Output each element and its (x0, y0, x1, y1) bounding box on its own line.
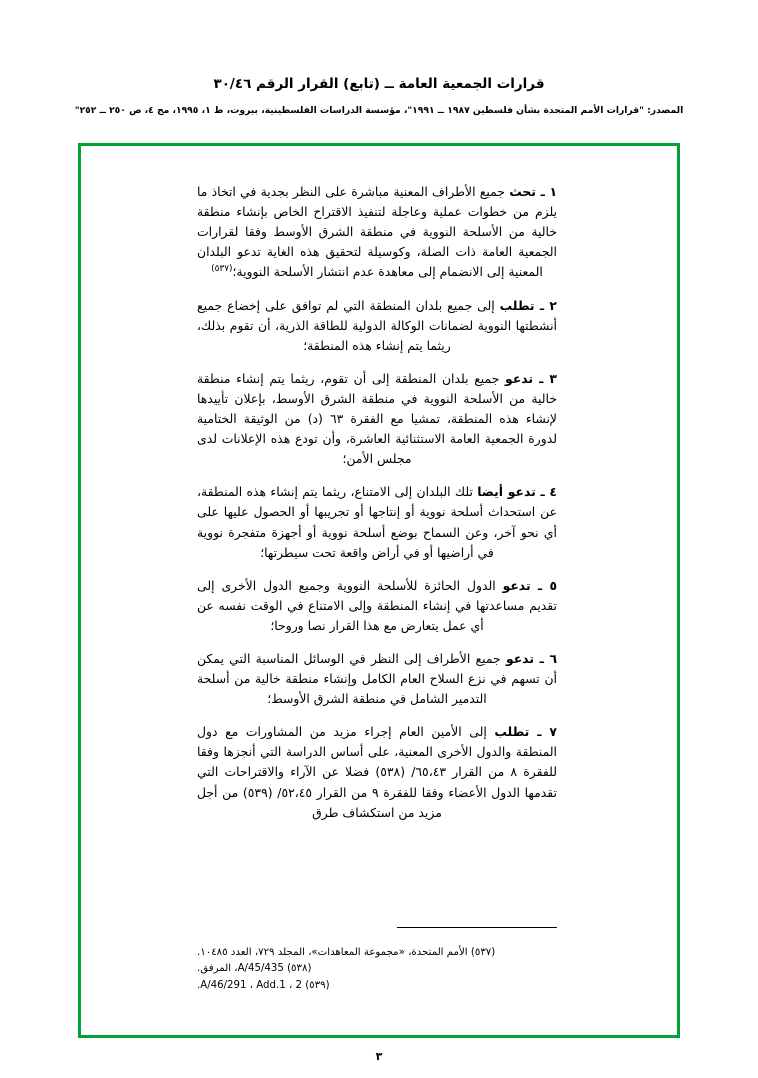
source-line: المصدر: "قرارات الأمم المتحدة بشأن فلسطين ١٩٨٧ ــ ١٩٩١"، مؤسسة الدراسات الفلسطينية، بيروت، ط ١، ١٩٩٥، مج ٤، ص ٢٥٠ ــ ٢٥٢" (74, 104, 684, 116)
paragraph-6-lead: ٦ ـ تدعو (505, 651, 558, 666)
paragraph-4-lead: ٤ ـ تدعو أيضا (477, 484, 557, 500)
footnote-537: (٥٣٧) الأمم المتحدة، «مجموعة المعاهدات»، المجلد ٧٢٩، العدد ١٠٤٨٥. (197, 946, 496, 958)
paragraph-5-text: الدول الحائزة للأسلحة النووية وجميع الدول الأخرى إلى تقديم مساعدتها في إنشاء المنطقة وإلى الامتناع في الوقت نفسه عن أي عمل يتعارض مع هذا القرار نصا وروحا؛ (197, 577, 557, 633)
paragraph-7-lead: ٧ ـ تطلب (494, 724, 557, 740)
content-frame (78, 143, 680, 1038)
paragraph-1 (197, 182, 557, 283)
paragraph-1-lead: ١ ـ تحث (509, 184, 558, 199)
footnote-538: (٥٣٨) A/45/435، المرفق. (197, 963, 312, 975)
paragraph-6 (197, 649, 557, 709)
paragraph-6-text: جميع الأطراف إلى النظر في الوسائل المناسبة التي يمكن أن تسهم في نزع السلاح العام الكامل وإنشاء منطقة خالية من أسلحة التدمير الشامل في منطقة الشرق الأوسط؛ (197, 651, 557, 707)
paragraph-2-lead: ٢ ـ تطلب (499, 297, 557, 313)
paragraph-2-text: إلى جميع بلدان المنطقة التي لم توافق على إخضاع جميع أنشطتها النووية لضمانات الوكالة الدولية للطاقة الذرية، أن تقوم بذلك، ريثما يتم إنشاء هذه المنطقة؛ (197, 297, 557, 353)
paragraph-1-text: جميع الأطراف المعنية مباشرة على النظر بجدية في اتخاذ ما يلزم من خطوات عملية وعاجلة لتنفيذ الاقتراح الخاص بإنشاء منطقة خالية من الأسلحة النووية في منطقة الشرق الأوسط وفقا لقرارات الجمعية العامة ذات الصلة، وكوسيلة لتحقيق هذه الغاية تدعو البلدان المعنية إلى الانضمام إلى معاهدة عدم انتشار الأسلحة النووية؛ (197, 184, 557, 280)
paragraph-3-text: جميع بلدان المنطقة إلى أن تقوم، ريثما يتم إنشاء منطقة خالية من الأسلحة النووية في منطقة الشرق الأوسط، بإعلان تأييدها لإنشاء هذه المنطقة، تمشيا مع الفقرة ٦٣ (د) من الوثيقة الختامية لدورة الجمعية العامة الاستثنائية العاشرة، وأن تودع هذه الإعلانات لدى مجلس الأمن؛ (197, 370, 557, 467)
paragraph-5-lead: ٥ ـ تدعو (502, 577, 558, 593)
footnote-ref-537: (٥٣٧) (211, 264, 233, 275)
footnotes (197, 945, 557, 995)
page-number: ٣ (375, 1050, 383, 1063)
page-header (0, 76, 758, 117)
paragraph-3 (197, 369, 557, 469)
footnote-separator (397, 927, 557, 928)
paragraph-7-text: إلى الأمين العام إجراء مزيد من المشاورات مع دول المنطقة والدول الأخرى المعنية، على أساس الدراسة التي أنجزها وفقا للفقرة ٨ من القرار ٦٥،٤٣/ (٥٣٨) فضلا عن الآراء والاقتراحات التي تقدمها الدول الأعضاء وفقا للفقرة ٩ من القرار ٥٢،٤٥/ (٥٣٩) من أجل مزيد من استكشاف طرق (197, 724, 558, 820)
resolution-body (197, 182, 557, 836)
paragraph-3-lead: ٣ ـ تدعو (505, 370, 557, 386)
paragraph-7 (197, 722, 557, 822)
page-title: قرارات الجمعية العامة ــ (تابع) القرار الرقم ٣٠/٤٦ (213, 76, 545, 92)
paragraph-4 (197, 482, 557, 562)
paragraph-5 (197, 576, 557, 636)
paragraph-2 (197, 296, 557, 356)
paragraph-4-text: تلك البلدان إلى الامتناع، ريثما يتم إنشاء هذه المنطقة، عن استحداث أسلحة نووية أو إنتاجها أو تجريبها أو الحصول عليها على أي نحو آخر، وعن السماح بوضع أسلحة نووية أو أجهزة متفجرة نووية في أراضيها أو في أراض واقعة تحت سيطرتها؛ (197, 484, 557, 560)
footnote-539: (٥٣٩) A/46/291 ، Add.1 ، 2. (197, 980, 330, 992)
